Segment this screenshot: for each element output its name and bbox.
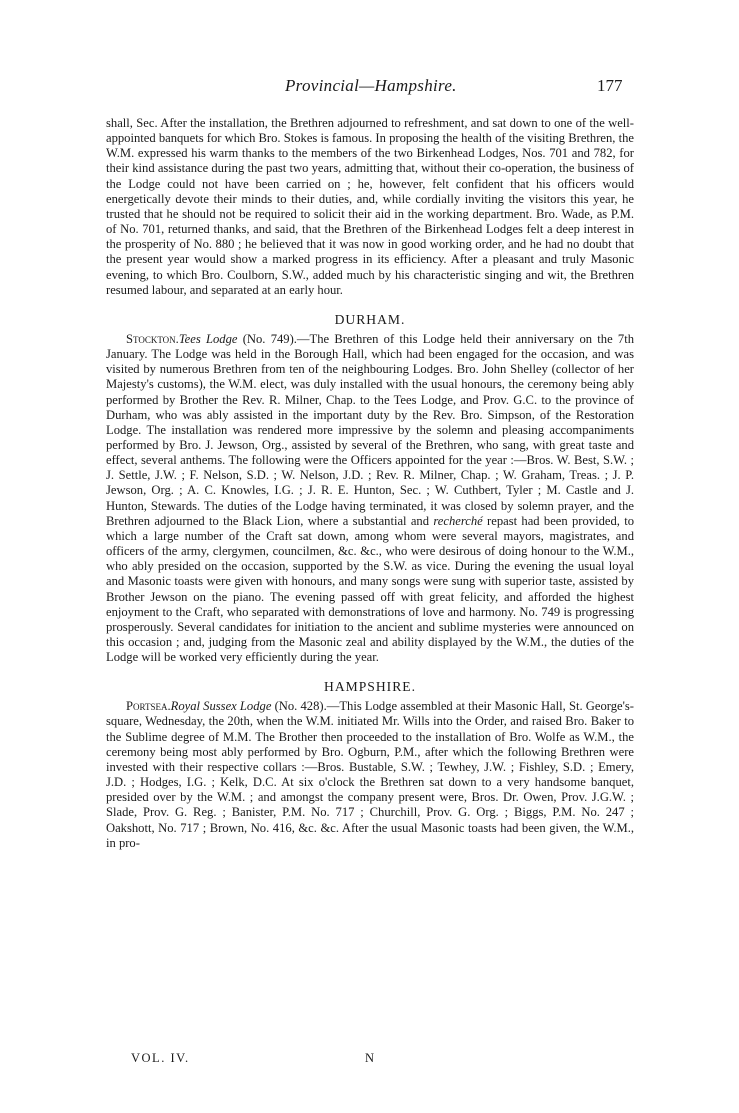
durham-paragraph: [106, 332, 634, 665]
page-footer: [0, 1051, 739, 1069]
volume-mark: VOL. IV.: [131, 1051, 190, 1065]
page-number: 177: [597, 76, 623, 95]
durham-place: Stockton.: [126, 331, 179, 346]
running-head: [0, 76, 739, 100]
hampshire-lodge-name: Royal Sussex Lodge: [170, 699, 272, 714]
continuation-paragraph: shall, Sec. After the installation, the Brethren adjourned to refreshment, and sat down to one of the well-appointed banquets for which Bro. Stokes is famous. In proposing the health of the visiting Brethren, the W.M. expressed his warm thanks to the members of the two Birkenhead Lodges, Nos. 701 and 782, for their kind assistance during the past two years, admitting that, without their co-operation, the business of the Lodge could not have been carried on ; he, however, felt confident that his officers would energetically devote their minds to their duties, and, while cordially inviting the visitors this year, he trusted that he should not be required to solicit their aid in the working department. Bro. Wade, as P.M. of No. 701, returned thanks, and said, that the Brethren of the Birkenhead Lodges felt a deep interest in the prosperity of No. 880 ; he believed that it was now in good working order, and he had no doubt that the present year would show a marked progress in its efficiency. After a pleasant and truly Masonic evening, to which Bro. Coulborn, S.W., added much by his characteristic singing and wit, the Brethren resumed labour, and separated at an early hour.: [106, 116, 634, 297]
durham-lodge-name: Tees Lodge: [178, 331, 238, 346]
hampshire-place: Portsea.: [126, 699, 171, 714]
hampshire-text: (No. 428).—This Lodge assembled at their Masonic Hall, St. George's-square, Wednesday, the 20th, when the W.M. initiated Mr. Wills into the Order, and raised Bro. Baker to the Sublime degree of M.M. The Brother then proceeded to the installation of Bro. Wolfe as W.M., the ceremony being most ably performed by Bro. Ogburn, P.M., after which the following Brethren were invested with their respective collars :—Bros. Bustable, S.W. ; Tewhey, J.W. ; Fishley, S.D. ; Emery, J.D. ; Hodges, I.G. ; Kelk, D.C. At six o'clock the Brethren sat down to a very handsome banquet, presided over by the W.M. ; and amongst the company present were, Bros. Dr. Owen, Prov. J.G.W. ; Slade, Prov. G. Reg. ; Banister, P.M. No. 717 ; Churchill, Prov. G. Org. ; Biggs, P.M. No. 247 ; Oakshott, No. 717 ; Brown, No. 416, &c. &c. After the usual Masonic toasts had been given, the W.M., in pro-: [106, 699, 634, 850]
durham-text-end: repast had been provided, to which a large number of the Craft sat down, among whom were several mayors, magistrates, and officers of the army, clergymen, councilmen, &c. &c., who were desirous of doing honour to the W.M., who ably presided on the occasion, supported by the S.W. as vice. During the evening the usual loyal and Masonic toasts were given with honours, and many songs were sung with superior taste, assisted by Brother Jewson on the piano. The evening passed off with great felicity, and afforded the highest enjoyment to the Craft, who separated with demonstrations of love and harmony. No. 749 is progressing prosperously. Several candidates for initiation to the ancient and sublime mysteries were announced on this occasion ; and, judging from the Masonic zeal and ability displayed by the W.M., the duties of the Lodge will be worked very efficiently during the year.: [106, 513, 634, 665]
signature-mark: N: [365, 1051, 376, 1065]
page-body: [106, 116, 634, 851]
durham-recherche: recherché: [433, 513, 483, 528]
durham-text: (No. 749).—The Brethren of this Lodge held their anniversary on the 7th January. The Lodge was held in the Borough Hall, which had been engaged for the occasion, and was visited by numerous Brethren from ten of the neighbouring Lodges. Bro. John Shelley (collector of her Majesty's customs), the W.M. elect, was duly installed with the usual honours, the ceremony being ably performed by Brother the Rev. R. Milner, Chap. to the Tees Lodge, and Prov. G.C. to the province of Durham, who was ably assisted in the important duty by the Rev. Bro. Simpson, of the Restoration Lodge. The installation was rendered more impressive by the solemn and pleasing accompaniments performed by Bro. J. Jewson, Org., assisted by several of the Brethren, who sang, with great taste and effect, several anthems. The following were the Officers appointed for the year :—Bros. W. Best, S.W. ; J. Settle, J.W. ; F. Nelson, S.D. ; W. Nelson, J.D. ; Rev. R. Milner, Chap. ; W. Graham, Treas. ; J. P. Jewson, Org. ; A. C. Knowles, I.G. ; J. R. E. Hunton, Sec. ; W. Cuthbert, Tyler ; M. Castle and J. Hunton, Stewards. The duties of the Lodge having terminated, it was closed by solemn prayer, and the Brethren adjourned to the Black Lion, where a substantial and: [106, 331, 634, 528]
section-heading-durham: DURHAM.: [334, 311, 406, 327]
section-heading-hampshire: HAMPSHIRE.: [324, 679, 416, 695]
running-title: Provincial—Hampshire.: [285, 76, 457, 95]
hampshire-paragraph: [106, 699, 634, 851]
